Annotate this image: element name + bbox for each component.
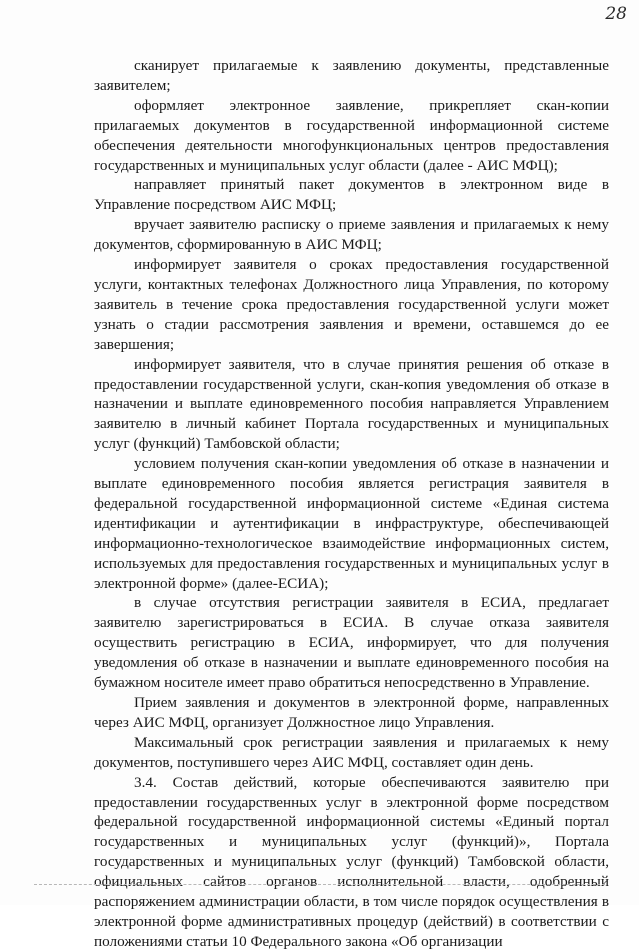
paragraph: условием получения скан-копии уведомления об отказе в назначении и выплате единовременного пособия является регистрация заявителя в федеральной государственной информационной системе «Единая система идентификации и аутентификации в инфраструктуре, обеспечивающей информационно-технологическое взаимодействие информационных систем, используемых для предоставления государственных и муниципальных услуг в электронной форме» (далее-ЕСИА); xyxy=(94,455,609,592)
paragraph: информирует заявителя о сроках предоставления государственной услуги, контактных телефонах Должностного лица Управления, по которому заявитель в течение срока предоставления государственной услуги может узнать о стадии рассмотрения заявления и времени, оставшемся до ее завершения; xyxy=(94,256,609,353)
document-body xyxy=(94,56,609,952)
paragraph: вручает заявителю расписку о приеме заявления и прилагаемых к нему документов, сформированную в АИС МФЦ; xyxy=(94,216,609,254)
page-number: 28 xyxy=(605,4,627,24)
paragraph: оформляет электронное заявление, прикрепляет скан-копии прилагаемых документов в государственной информационной системе обеспечения деятельности многофункциональных центров предоставления государственных и муниципальных услуг области (далее - АИС МФЦ); xyxy=(94,96,609,174)
paragraph: в случае отсутствия регистрации заявителя в ЕСИА, предлагает заявителю зарегистрироваться в ЕСИА. В случае отказа заявителя осуществить регистрацию в ЕСИА, информирует, что для получения уведомления об отказе в назначении и выплате единовременного пособия на бумажном носителе имеет право обратиться непосредственно в Управление. xyxy=(94,594,609,692)
paragraph: направляет принятый пакет документов в электронном виде в Управление посредством АИС МФЦ; xyxy=(94,176,609,214)
paragraph: информирует заявителя, что в случае принятия решения об отказе в предоставлении государственной услуги, скан-копия уведомления об отказе в назначении и выплате единовременного пособия направляется Управлением заявителю в личный кабинет Портала государственных и муниципальных услуг (функций) Тамбовской области; xyxy=(94,355,609,453)
paragraph: Максимальный срок регистрации заявления и прилагаемых к нему документов, поступившего через АИС МФЦ, составляет один день. xyxy=(94,733,609,771)
paragraph: Прием заявления и документов в электронной форме, направленных через АИС МФЦ, организует Должностное лицо Управления. xyxy=(94,694,609,731)
paragraph: 3.4. Состав действий, которые обеспечиваются заявителю при предоставлении государственных услуг в электронной форме посредством федеральной государственной информационной системы «Единый портал государственных и муниципальных услуг (функций)», Портала государственных и муниципальных услуг (функций) Тамбовской области, официальных сайтов органов исполнительной власти, одобренный распоряжением администрации области, в том числе порядок осуществления в электронной форме административных процедур (действий) в соответствии с положениями статьи 10 Федерального закона «Об организации xyxy=(94,773,609,950)
scan-edge-line xyxy=(34,884,605,885)
paragraph: сканирует прилагаемые к заявлению документы, представленные заявителем; xyxy=(94,57,609,94)
